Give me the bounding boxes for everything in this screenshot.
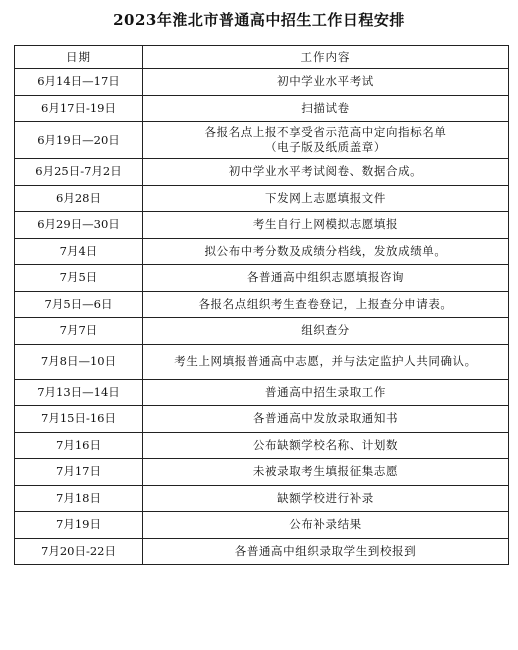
row-task: 考生上网填报普通高中志愿，并与法定监护人共同确认。 bbox=[143, 344, 509, 379]
row-date: 7月16日 bbox=[15, 432, 143, 459]
row-date: 6月29日—30日 bbox=[15, 212, 143, 239]
row-task: 缺额学校进行补录 bbox=[143, 485, 509, 512]
row-task: 各普通高中组织志愿填报咨询 bbox=[143, 265, 509, 292]
table-row bbox=[15, 69, 509, 96]
table-row bbox=[15, 485, 509, 512]
row-date: 7月15日-16日 bbox=[15, 406, 143, 433]
row-task: 各报名点组织考生查卷登记，上报查分申请表。 bbox=[143, 291, 509, 318]
header-task: 工作内容 bbox=[143, 46, 509, 69]
row-task: 拟公布中考分数及成绩分档线，发放成绩单。 bbox=[143, 238, 509, 265]
page-title: 2023年淮北市普通高中招生工作日程安排 bbox=[113, 11, 405, 29]
row-task: 初中学业水平考试阅卷、数据合成。 bbox=[143, 159, 509, 186]
row-date: 7月8日—10日 bbox=[15, 344, 143, 379]
table-row bbox=[15, 344, 509, 379]
row-date: 7月7日 bbox=[15, 318, 143, 345]
row-date: 6月25日-7月2日 bbox=[15, 159, 143, 186]
table-row bbox=[15, 122, 509, 159]
row-task: 各普通高中发放录取通知书 bbox=[143, 406, 509, 433]
schedule-table bbox=[14, 45, 509, 565]
row-task-line2: （电子版及纸质盖章） bbox=[265, 140, 386, 154]
row-date: 6月19日—20日 bbox=[15, 122, 143, 159]
row-date: 6月14日—17日 bbox=[15, 69, 143, 96]
row-date: 7月17日 bbox=[15, 459, 143, 486]
row-task: 初中学业水平考试 bbox=[143, 69, 509, 96]
row-date: 7月5日 bbox=[15, 265, 143, 292]
row-task-line1: 各报名点上报不享受省示范高中定向指标名单 bbox=[204, 125, 447, 139]
table-row bbox=[15, 212, 509, 239]
table-row bbox=[15, 95, 509, 122]
row-task: 考生自行上网模拟志愿填报 bbox=[143, 212, 509, 239]
row-date: 7月20日-22日 bbox=[15, 538, 143, 565]
table-row bbox=[15, 379, 509, 406]
table-row bbox=[15, 459, 509, 486]
row-date: 7月19日 bbox=[15, 512, 143, 539]
table-row bbox=[15, 159, 509, 186]
row-date: 7月4日 bbox=[15, 238, 143, 265]
row-date: 7月13日—14日 bbox=[15, 379, 143, 406]
row-date: 7月18日 bbox=[15, 485, 143, 512]
row-task bbox=[143, 122, 509, 159]
row-task: 下发网上志愿填报文件 bbox=[143, 185, 509, 212]
row-date: 6月28日 bbox=[15, 185, 143, 212]
table-row bbox=[15, 238, 509, 265]
table-row bbox=[15, 185, 509, 212]
row-task: 扫描试卷 bbox=[143, 95, 509, 122]
row-date: 6月17日-19日 bbox=[15, 95, 143, 122]
row-task: 公布缺额学校名称、计划数 bbox=[143, 432, 509, 459]
table-row bbox=[15, 432, 509, 459]
table-row bbox=[15, 406, 509, 433]
table-row bbox=[15, 538, 509, 565]
header-date: 日期 bbox=[15, 46, 143, 69]
table-row bbox=[15, 318, 509, 345]
table-row bbox=[15, 265, 509, 292]
row-task: 未被录取考生填报征集志愿 bbox=[143, 459, 509, 486]
table-row bbox=[15, 512, 509, 539]
table-row bbox=[15, 291, 509, 318]
row-task: 公布补录结果 bbox=[143, 512, 509, 539]
row-task: 各普通高中组织录取学生到校报到 bbox=[143, 538, 509, 565]
row-task: 普通高中招生录取工作 bbox=[143, 379, 509, 406]
table-header-row bbox=[15, 46, 509, 69]
row-date: 7月5日—6日 bbox=[15, 291, 143, 318]
row-task: 组织查分 bbox=[143, 318, 509, 345]
